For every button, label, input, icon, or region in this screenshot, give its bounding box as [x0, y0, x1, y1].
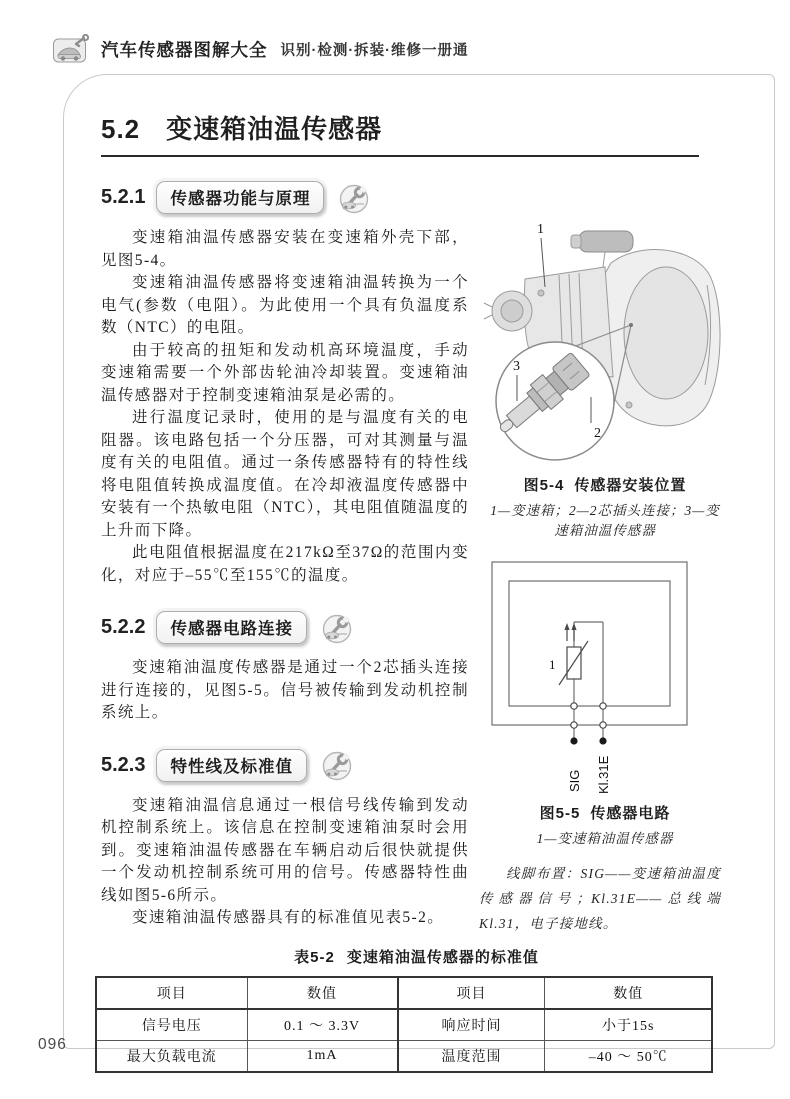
fig55-pin-sig-label: SIG: [567, 769, 582, 792]
circuit-diagram: [491, 561, 691, 796]
figure-5-4: [479, 215, 731, 541]
table-cell: 响应时间: [398, 1009, 545, 1041]
fig54-caption: [479, 474, 731, 495]
fig55-legend: 1—变速箱油温传感器: [536, 831, 674, 846]
subsection-heading-523: [101, 749, 469, 782]
subsection-number: 5.2.3: [101, 753, 146, 776]
table-caption: [89, 946, 744, 967]
table-header-cell: 数值: [247, 977, 397, 1009]
subsection-number: 5.2.2: [101, 616, 146, 638]
table-caption-label: 表5-2: [294, 949, 335, 966]
table-cell: 1mA: [247, 1041, 397, 1073]
subsection-title: 特性线及标准值: [156, 749, 307, 782]
table-header-row: [96, 977, 712, 1009]
section-title: [101, 109, 699, 157]
figure-5-5: [479, 561, 731, 936]
wrench-badge-icon: [335, 182, 371, 214]
table-header-cell: 数值: [545, 977, 712, 1009]
fig55-component-label: 1: [549, 657, 556, 672]
subsection-title: 传感器电路连接: [156, 611, 307, 644]
fig54-legend: 1—变速箱；2—2芯插头连接；3—变速箱油温传感器: [490, 503, 720, 538]
paragraph: 变速箱油温度传感器是通过一个2芯插头连接进行连接的，见图5-5。信号被传输到发动机控制系统上。: [101, 659, 469, 721]
paragraph: 由于较高的扭矩和发动机高环境温度，手动变速箱需要一个外部齿轮油冷却装置。变速箱油温传感器对于控制变速箱油泵是必需的。: [101, 341, 469, 404]
table-cell: 0.1 ～ 3.3V: [247, 1009, 397, 1041]
paragraph: 进行温度记录时，使用的是与温度有关的电阻器。该电路包括一个分压器，可对其测量与温度有关的电阻值。通过一条传感器特有的特性线将电阻值转换成温度值。在冷却液温度传感器中安装有一个热敏电阻（NTC），其电阻值随温度的上升而下降。: [101, 409, 469, 539]
fig54-caption-label: 图5-4: [523, 477, 565, 494]
fig55-pin-note: 线脚布置：SIG——变速箱油温度传感器信号；Kl.31E——总线端Kl.31，电子接地线。: [479, 866, 721, 931]
fig54-caption-text: 传感器安装位置: [574, 477, 687, 494]
page-number: 096: [38, 1036, 67, 1053]
fig54-label-3: 3: [513, 359, 520, 374]
table-cell: 小于15s: [545, 1009, 712, 1041]
section-number: 5.2: [101, 114, 141, 144]
table-header-cell: 项目: [398, 977, 545, 1009]
table-cell: 最大负载电流: [96, 1041, 247, 1073]
fig54-label-2: 2: [594, 426, 601, 441]
paragraph: 变速箱油温传感器将变速箱油温转换为一个电气(参数（电阻）。为此使用一个具有负温度系数（NTC）的电阻。: [101, 274, 469, 336]
subsection-number: 5.2.1: [101, 186, 146, 208]
fig55-caption: [479, 802, 731, 823]
book-title: 汽车传感器图解大全: [101, 39, 268, 60]
paragraph: 变速箱油温传感器具有的标准值见表5-2。: [132, 909, 445, 926]
fig55-caption-text: 传感器电路: [590, 805, 671, 822]
book-subtitle: 识别·检测·拆装·维修一册通: [280, 42, 469, 59]
subsection-title: 传感器功能与原理: [156, 181, 324, 214]
gearbox-illustration: [479, 215, 731, 463]
table-header-cell: 项目: [96, 977, 247, 1009]
fig55-caption-label: 图5-5: [539, 805, 581, 822]
section-title-text: 变速箱油温传感器: [166, 114, 383, 144]
table-cell: 信号电压: [96, 1009, 247, 1041]
subsection-heading-522: [101, 611, 469, 644]
text-column: [101, 175, 469, 930]
standard-values-table: [95, 976, 713, 1073]
table-row: [96, 1009, 712, 1041]
fig55-pin-ground-label: Kl.31E: [596, 755, 611, 794]
figure-column: [469, 215, 744, 936]
table-row: [96, 1041, 712, 1073]
wrench-badge-icon: [318, 612, 354, 644]
paragraph: 变速箱油温传感器安装在变速箱外壳下部，见图5-4。: [101, 229, 469, 269]
table-caption-text: 变速箱油温传感器的标准值: [346, 949, 539, 966]
wrench-badge-icon: [318, 749, 354, 781]
fig54-label-1: 1: [537, 222, 544, 237]
paragraph: 变速箱油温信息通过一根信号线传输到发动机控制系统上。该信息在控制变速箱油泵时会用到。变速箱油温传感器在车辆启动后很快就提供一个发动机控制系统可用的信号。传感器特性曲线如图5-6所示。: [101, 796, 469, 904]
page-content-box: [63, 74, 775, 1065]
subsection-heading-521: [101, 181, 469, 214]
paragraph: 此电阻值根据温度在217kΩ至37Ω的范围内变化，对应于–55℃至155℃的温度。: [101, 544, 469, 584]
table-cell: –40 ～ 50℃: [545, 1041, 712, 1073]
table-cell: 温度范围: [398, 1041, 545, 1073]
running-head: [52, 34, 469, 64]
book-logo-icon: [52, 34, 92, 64]
